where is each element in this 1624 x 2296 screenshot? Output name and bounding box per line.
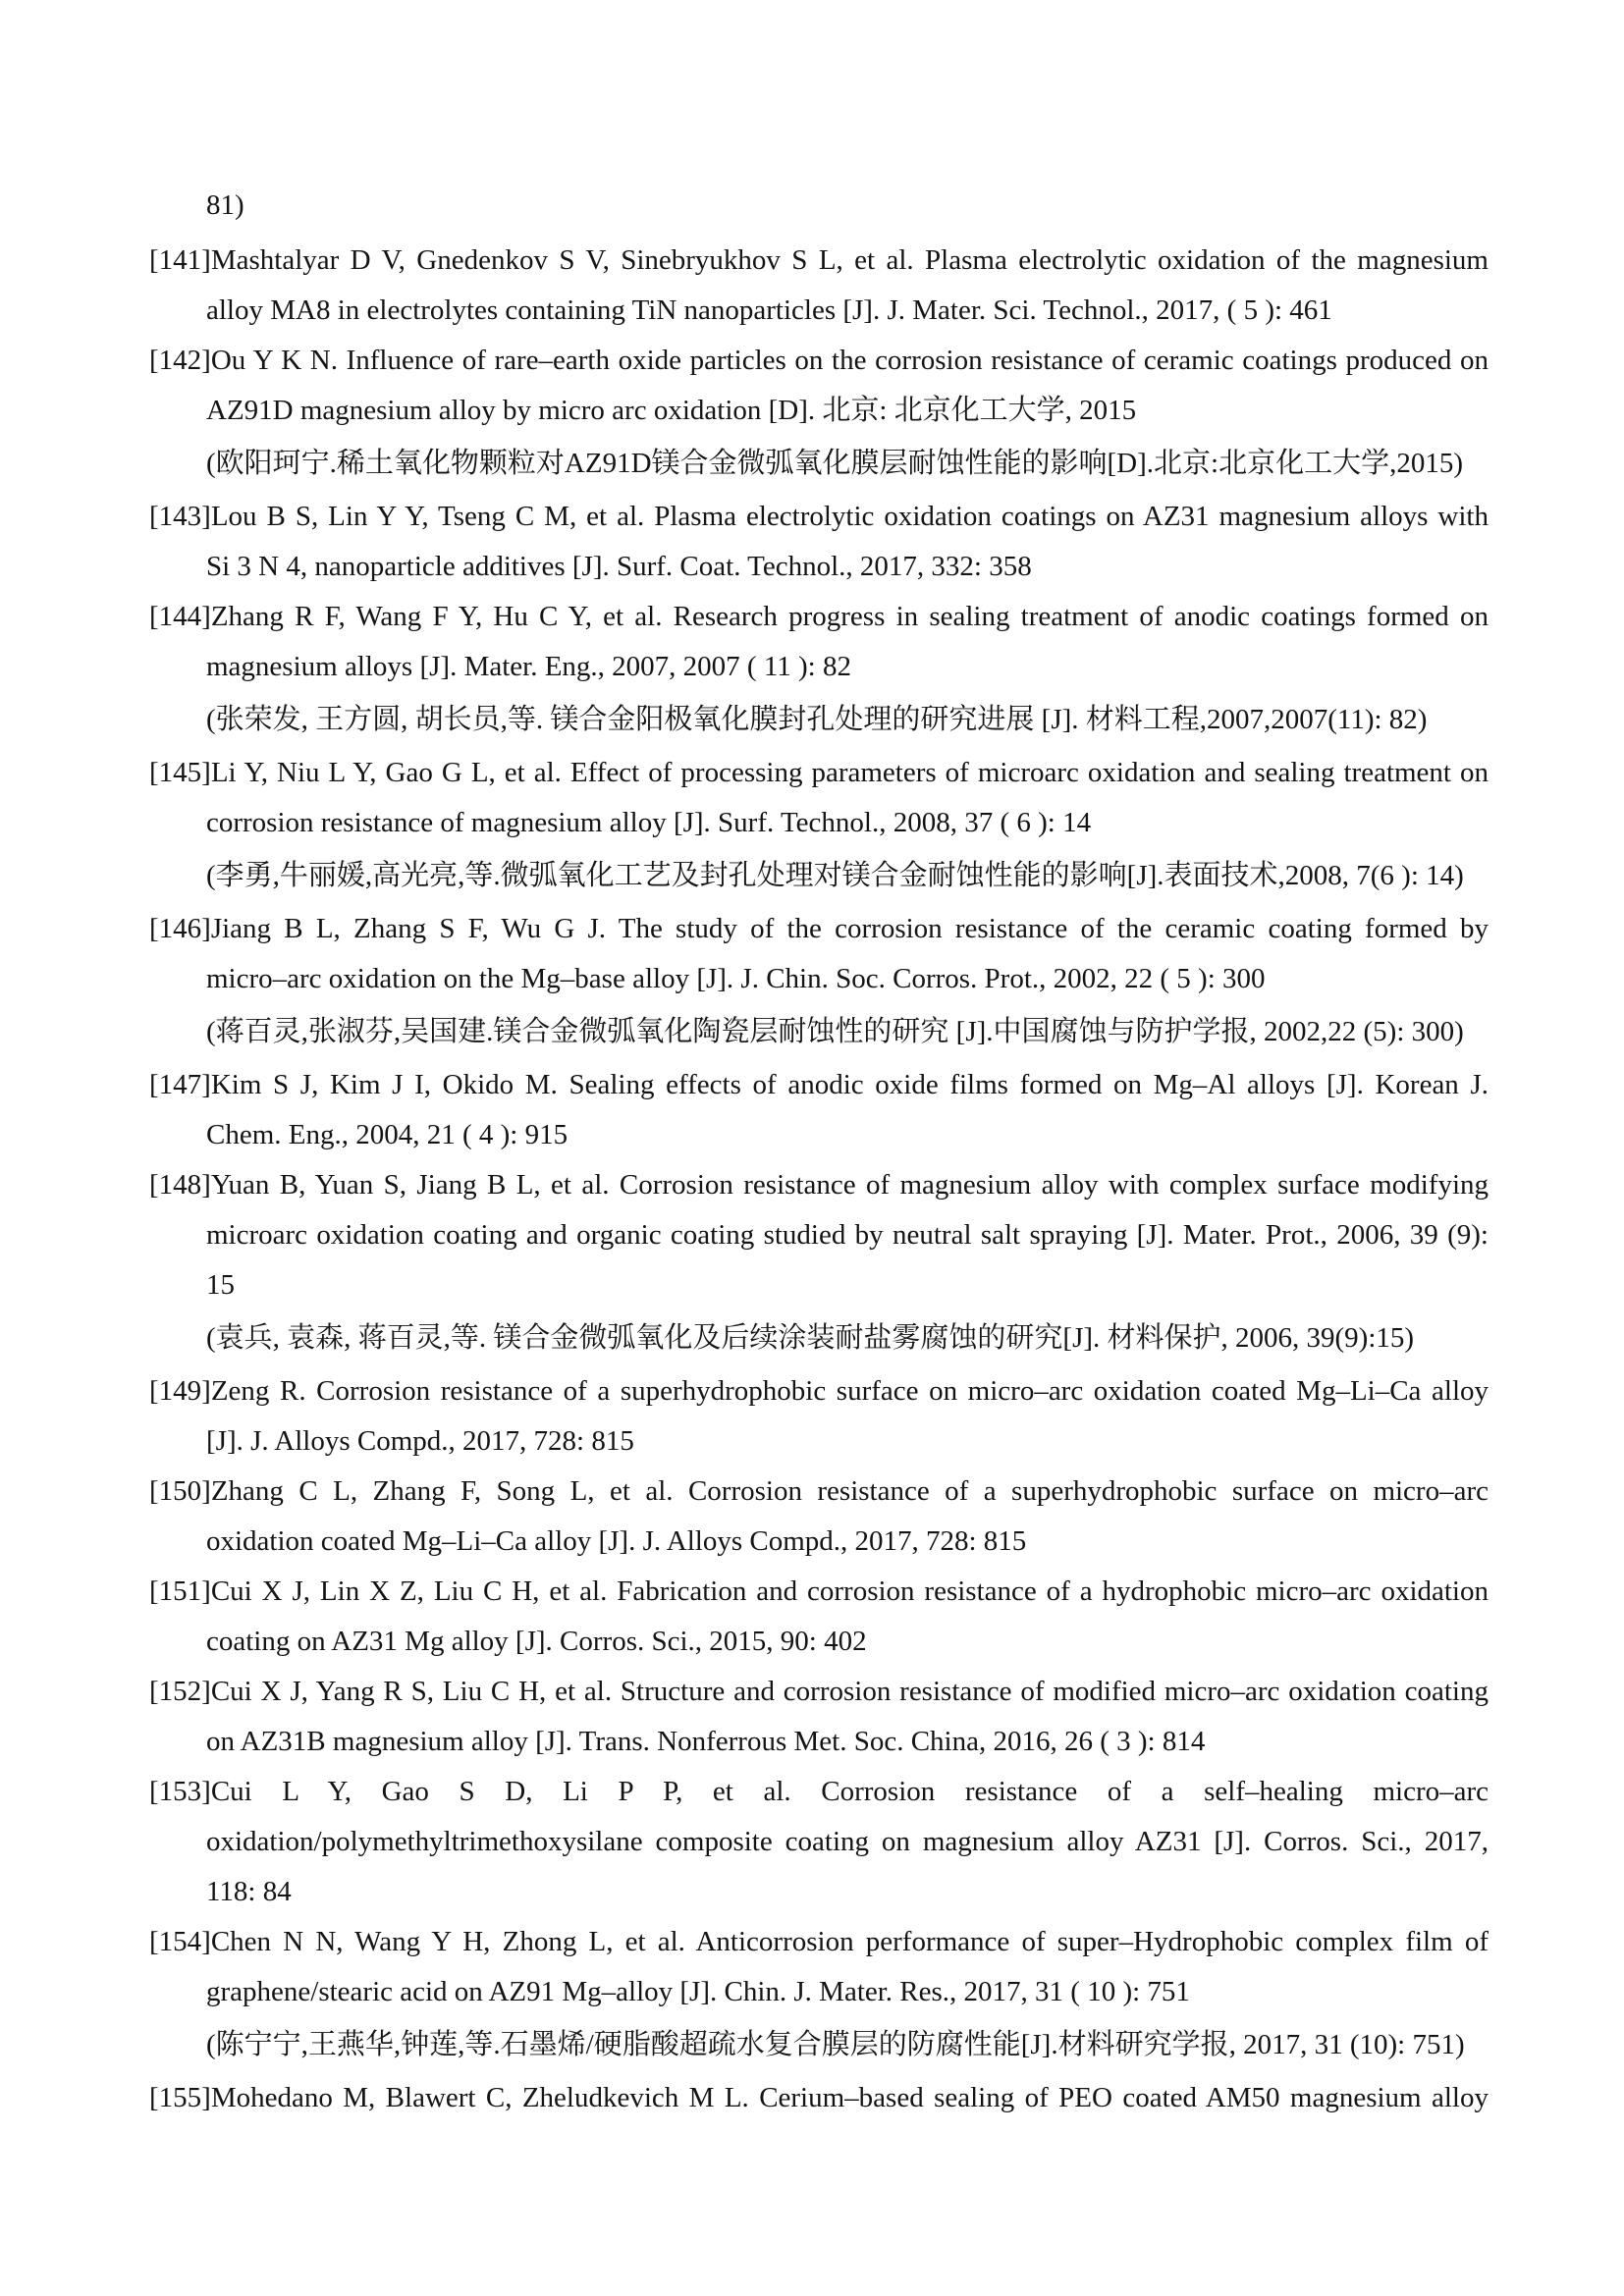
reference-line — [149, 492, 1489, 542]
reference-number: [147] — [149, 1069, 211, 1100]
reference-line — [149, 1366, 1489, 1416]
reference-number: [155] — [149, 2082, 211, 2113]
reference-line — [149, 2073, 1489, 2123]
reference-line — [149, 336, 1489, 386]
reference-translation-zh: (欧阳珂宁.稀土氧化物颗粒对AZ91D镁合金微弧氧化膜层耐蚀性能的影响[D].北京:北京化工大学,2015) — [206, 448, 1463, 479]
reference-text: Zeng R. Corrosion resistance of a superhydrophobic surface on micro–arc oxidation coated Mg–Li–Ca alloy — [210, 1375, 1489, 1407]
reference-text: Ou Y K N. Influence of rare–earth oxide particles on the corrosion resistance of ceramic coatings produced on — [210, 345, 1489, 376]
reference-line — [149, 592, 1489, 642]
reference-line: corrosion resistance of magnesium alloy [J]. Surf. Technol., 2008, 37 ( 6 ): 14 — [206, 807, 1092, 838]
reference-text: Cui X J, Lin X Z, Liu C H, et al. Fabrication and corrosion resistance of a hydrophobic micro–arc oxidation — [210, 1575, 1489, 1607]
reference-text: Yuan B, Yuan S, Jiang B L, et al. Corrosion resistance of magnesium alloy with complex surface modifying — [210, 1169, 1489, 1201]
reference-entry — [149, 1567, 1489, 1667]
reference-line: 118: 84 — [206, 1876, 292, 1907]
reference-text: Jiang B L, Zhang S F, Wu G J. The study of the corrosion resistance of the ceramic coating formed by — [210, 913, 1489, 944]
reference-list — [149, 181, 1489, 2123]
reference-line — [149, 1767, 1489, 1817]
reference-text: Chen N N, Wang Y H, Zhong L, et al. Anticorrosion performance of super–Hydrophobic complex film of — [210, 1926, 1489, 1957]
reference-number: [151] — [149, 1575, 211, 1607]
reference-translation-zh: (李勇,牛丽媛,高光亮,等.微弧氧化工艺及封孔处理对镁合金耐蚀性能的影响[J].表面技术,2008, 7(6 ): 14) — [206, 860, 1464, 891]
reference-text: Lou B S, Lin Y Y, Tseng C M, et al. Plasma electrolytic oxidation coatings on AZ31 magnesium alloys with — [210, 501, 1489, 532]
reference-entry — [149, 336, 1489, 492]
reference-line: Si 3 N 4, nanoparticle additives [J]. Surf. Coat. Technol., 2017, 332: 358 — [206, 551, 1032, 582]
reference-line: Chem. Eng., 2004, 21 ( 4 ): 915 — [206, 1119, 568, 1150]
reference-line — [149, 1567, 1489, 1617]
reference-line — [149, 236, 1489, 286]
reference-number: [149] — [149, 1375, 211, 1407]
reference-text: Cui X J, Yang R S, Liu C H, et al. Structure and corrosion resistance of modified micro–arc oxidation coating — [210, 1676, 1489, 1707]
reference-continuation-line: 81) — [206, 189, 244, 221]
reference-line — [149, 1060, 1489, 1110]
reference-line: microarc oxidation coating and organic coating studied by neutral salt spraying [J]. Mater. Prot., 2006, 39 (9): — [206, 1219, 1489, 1251]
reference-number: [142] — [149, 345, 211, 376]
reference-line — [149, 748, 1489, 798]
reference-entry — [149, 1667, 1489, 1767]
reference-number: [152] — [149, 1676, 211, 1707]
reference-line: micro–arc oxidation on the Mg–base alloy [J]. J. Chin. Soc. Corros. Prot., 2002, 22 ( 5 ): 300 — [206, 963, 1266, 994]
reference-line: graphene/stearic acid on AZ91 Mg–alloy [J]. Chin. J. Mater. Res., 2017, 31 ( 10 ): 751 — [206, 1976, 1190, 2007]
reference-text: Zhang R F, Wang F Y, Hu C Y, et al. Research progress in sealing treatment of anodic coatings formed on — [210, 601, 1489, 632]
reference-entry — [149, 1467, 1489, 1567]
reference-number: [141] — [149, 244, 211, 276]
reference-entry — [149, 904, 1489, 1060]
reference-number: [153] — [149, 1776, 211, 1807]
reference-line: on AZ31B magnesium alloy [J]. Trans. Nonferrous Met. Soc. China, 2016, 26 ( 3 ): 814 — [206, 1726, 1206, 1757]
reference-line: coating on AZ31 Mg alloy [J]. Corros. Sci., 2015, 90: 402 — [206, 1626, 867, 1657]
reference-number: [154] — [149, 1926, 211, 1957]
reference-line — [149, 1667, 1489, 1717]
reference-number: [145] — [149, 757, 211, 788]
reference-line: [J]. J. Alloys Compd., 2017, 728: 815 — [206, 1425, 634, 1457]
reference-entry — [149, 236, 1489, 336]
reference-line — [149, 1467, 1489, 1517]
reference-translation-zh: (张荣发, 王方圆, 胡长员,等. 镁合金阳极氧化膜封孔处理的研究进展 [J]. 材料工程,2007,2007(11): 82) — [206, 704, 1428, 735]
reference-line: oxidation coated Mg–Li–Ca alloy [J]. J. Alloys Compd., 2017, 728: 815 — [206, 1525, 1027, 1557]
reference-text: Zhang C L, Zhang F, Song L, et al. Corrosion resistance of a superhydrophobic surface on micro–arc — [210, 1475, 1489, 1507]
reference-text: Mohedano M, Blawert C, Zheludkevich M L. Cerium–based sealing of PEO coated AM50 magnesium alloy — [210, 2082, 1489, 2113]
reference-entry — [149, 748, 1489, 904]
reference-line: oxidation/polymethyltrimethoxysilane composite coating on magnesium alloy AZ31 [J]. Corros. Sci., 2017, — [206, 1826, 1489, 1857]
reference-line: AZ91D magnesium alloy by micro arc oxidation [D]. 北京: 北京化工大学, 2015 — [206, 395, 1137, 426]
reference-line: alloy MA8 in electrolytes containing TiN nanoparticles [J]. J. Mater. Sci. Technol., 2017, ( 5 ): 461 — [206, 294, 1332, 326]
reference-entry — [149, 492, 1489, 592]
reference-line — [149, 904, 1489, 954]
reference-entry — [149, 1366, 1489, 1467]
reference-text: Li Y, Niu L Y, Gao G L, et al. Effect of processing parameters of microarc oxidation and sealing treatment on — [210, 757, 1489, 788]
reference-translation-zh: (蒋百灵,张淑芬,吴国建.镁合金微弧氧化陶瓷层耐蚀性的研究 [J].中国腐蚀与防护学报, 2002,22 (5): 300) — [206, 1016, 1464, 1047]
reference-number: [148] — [149, 1169, 211, 1201]
reference-text: Mashtalyar D V, Gnedenkov S V, Sinebryukhov S L, et al. Plasma electrolytic oxidation of the magnesium — [210, 244, 1489, 276]
reference-translation-zh: (陈宁宁,王燕华,钟莲,等.石墨烯/硬脂酸超疏水复合膜层的防腐性能[J].材料研究学报, 2017, 31 (10): 751) — [206, 2029, 1465, 2060]
reference-entry — [149, 1160, 1489, 1366]
reference-number: [150] — [149, 1475, 211, 1507]
reference-text: Cui L Y, Gao S D, Li P P, et al. Corrosion resistance of a self–healing micro–arc — [210, 1776, 1489, 1807]
reference-translation-zh: (袁兵, 袁森, 蒋百灵,等. 镁合金微弧氧化及后续涂装耐盐雾腐蚀的研究[J]. 材料保护, 2006, 39(9):15) — [206, 1322, 1415, 1354]
reference-number: [146] — [149, 913, 211, 944]
reference-text: Kim S J, Kim J I, Okido M. Sealing effects of anodic oxide films formed on Mg–Al alloys [J]. Korean J. — [210, 1069, 1489, 1100]
reference-number: [143] — [149, 501, 211, 532]
reference-line — [149, 1160, 1489, 1210]
reference-entry — [149, 2073, 1489, 2123]
reference-line: magnesium alloys [J]. Mater. Eng., 2007, 2007 ( 11 ): 82 — [206, 651, 851, 682]
reference-number: [144] — [149, 601, 211, 632]
reference-line: 15 — [206, 1269, 235, 1301]
reference-entry — [149, 1060, 1489, 1160]
reference-line — [149, 1917, 1489, 1967]
reference-entry — [149, 1767, 1489, 1917]
reference-entry — [149, 592, 1489, 748]
reference-entry — [149, 1917, 1489, 2073]
